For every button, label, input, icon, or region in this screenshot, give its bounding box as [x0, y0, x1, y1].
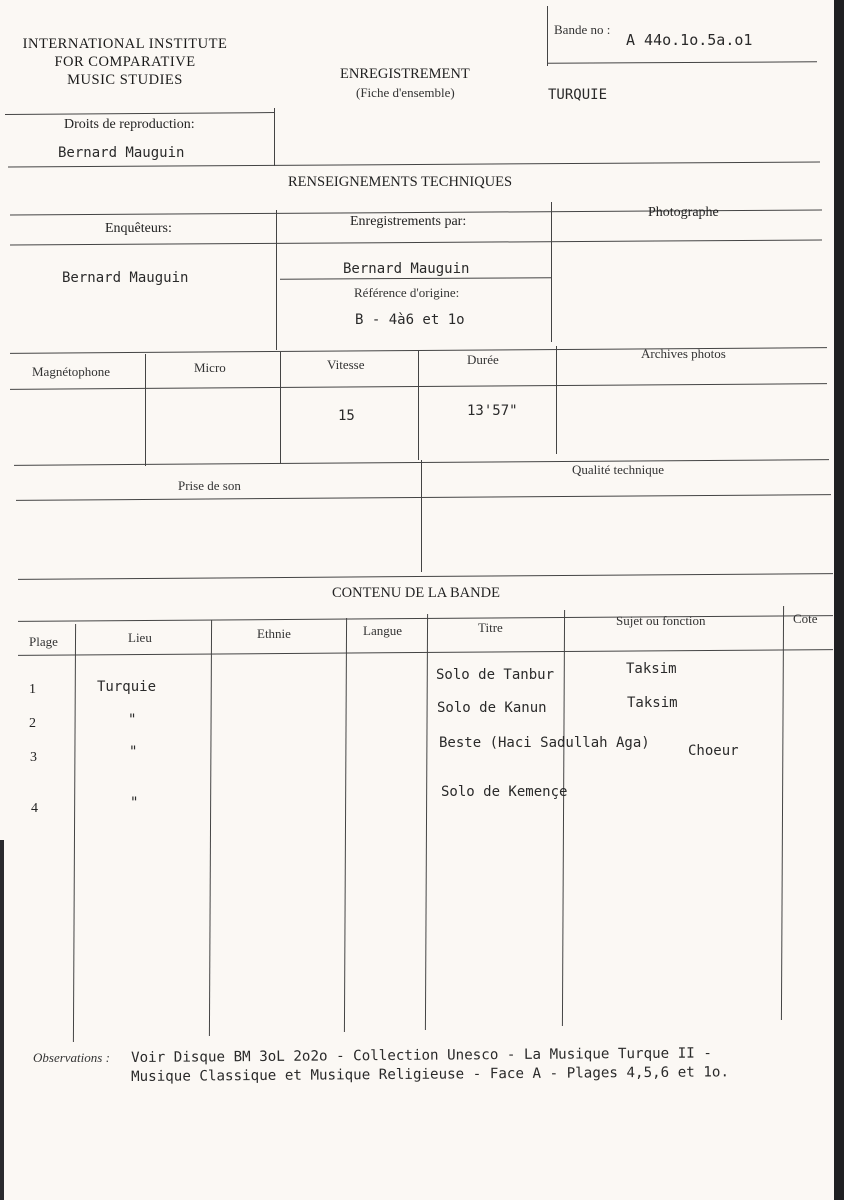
col-sujet-header: Sujet ou fonction: [616, 613, 706, 628]
prise-label: Prise de son: [178, 478, 241, 493]
droits-label: Droits de reproduction:: [64, 117, 195, 132]
content-section-title: CONTENU DE LA BANDE: [332, 585, 500, 601]
reference-label: Référence d'origine:: [354, 285, 460, 300]
vline-magnetophone-right: [145, 354, 146, 466]
vline-micro-right: [280, 352, 281, 464]
vline-lieu-right: [209, 620, 212, 1036]
row4-titre: Solo de Kemençe: [441, 784, 568, 800]
rule-before-technical: [8, 162, 820, 168]
vline-langue-right: [425, 614, 428, 1030]
bande-box-bottom-border: [547, 61, 817, 63]
vline-vitesse-right: [418, 350, 419, 460]
row1-sujet: Taksim: [626, 661, 677, 677]
vline-duree-right: [556, 346, 557, 454]
vline-titre-right: [562, 610, 565, 1026]
vline-prise-right: [421, 460, 422, 572]
observations-label: Observations :: [33, 1050, 110, 1065]
col-cote-header: Cote: [793, 611, 818, 626]
row4-lieu: ": [130, 795, 139, 811]
col-plage-header: Plage: [29, 634, 58, 649]
enqueteurs-label: Enquêteurs:: [105, 221, 172, 236]
observations-line-2: Musique Classique et Musique Religieuse - Face A - Plages 4,5,6 et 1o.: [131, 1064, 730, 1085]
reference-value: B - 4à6 et 1o: [355, 312, 465, 328]
photographe-label: Photographe: [648, 205, 719, 220]
technical-section-title: RENSEIGNEMENTS TECHNIQUES: [288, 174, 513, 190]
row1-lieu: Turquie: [97, 679, 157, 695]
archives-label: Archives photos: [641, 346, 726, 361]
bande-label: Bande no :: [554, 22, 611, 37]
rule-prise-header-bottom: [16, 494, 831, 501]
row3-plage: 3: [30, 750, 37, 765]
institute-name: [0, 35, 250, 89]
micro-label: Micro: [194, 360, 226, 375]
magnetophone-label: Magnétophone: [32, 364, 110, 379]
vline-enregistrements-right: [551, 202, 552, 342]
col-langue-header: Langue: [363, 623, 402, 638]
rule-content-header-top: [18, 615, 833, 622]
row2-titre: Solo de Kanun: [437, 700, 547, 716]
row2-plage: 2: [29, 716, 36, 731]
duree-label: Durée: [467, 352, 499, 367]
rule-under-enregistrements: [280, 277, 552, 279]
institute-line-1: INTERNATIONAL INSTITUTE: [22, 36, 228, 52]
row4-plage: 4: [31, 801, 38, 816]
col-lieu-header: Lieu: [128, 630, 152, 645]
vline-sujet-right: [781, 606, 784, 1020]
duree-value: 13'57": [467, 403, 518, 419]
enregistrements-label: Enregistrements par:: [350, 214, 467, 229]
vitesse-label: Vitesse: [327, 357, 365, 372]
vline-enqueteurs-right: [276, 210, 277, 350]
row3-lieu: ": [129, 744, 138, 760]
row2-lieu: ": [128, 712, 137, 728]
row2-sujet: Taksim: [627, 695, 678, 711]
bande-number: A 44o.1o.5a.o1: [626, 31, 753, 49]
bande-box-left-border: [547, 6, 548, 66]
institute-line-2: FOR COMPARATIVE: [54, 54, 196, 70]
enqueteurs-value: Bernard Mauguin: [62, 270, 189, 286]
rule-technical-header-bottom: [10, 240, 822, 246]
droits-value: Bernard Mauguin: [58, 145, 185, 161]
vline-ethnie-right: [344, 618, 347, 1032]
row1-titre: Solo de Tanbur: [436, 667, 555, 683]
rule-prise-bottom: [18, 573, 833, 580]
enregistrements-value: Bernard Mauguin: [343, 261, 470, 277]
vline-plage-right: [73, 624, 76, 1042]
rule-content-header-bottom: [18, 649, 833, 656]
row3-titre: Beste (Haci Sadullah Aga): [439, 735, 650, 751]
fiche-subtitle: (Fiche d'ensemble): [356, 85, 455, 100]
col-titre-header: Titre: [478, 620, 503, 635]
row3-sujet: Choeur: [688, 743, 739, 759]
row1-plage: 1: [29, 682, 36, 697]
scan-left-edge: [0, 840, 4, 1200]
enregistrement-heading: ENREGISTREMENT: [340, 66, 470, 82]
droits-box-top: [5, 112, 275, 115]
country-label: TURQUIE: [548, 87, 608, 103]
col-ethnie-header: Ethnie: [257, 626, 291, 641]
institute-line-3: MUSIC STUDIES: [67, 72, 183, 88]
vitesse-value: 15: [338, 408, 355, 424]
droits-box-right: [274, 108, 275, 166]
observations-line-1: Voir Disque BM 3oL 2o2o - Collection Unesco - La Musique Turque II -: [131, 1045, 712, 1066]
qualite-label: Qualité technique: [572, 462, 665, 477]
scan-right-edge: [834, 0, 844, 1200]
